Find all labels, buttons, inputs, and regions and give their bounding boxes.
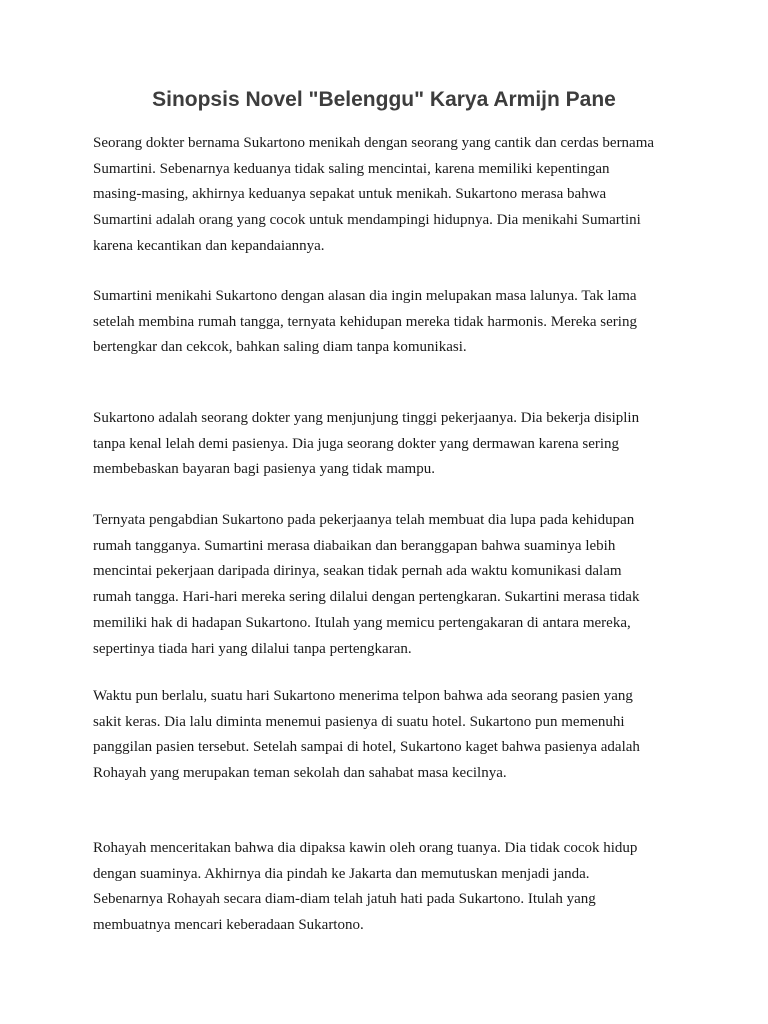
document-title: Sinopsis Novel "Belenggu" Karya Armijn Pane — [152, 88, 616, 111]
paragraph-5: Waktu pun berlalu, suatu hari Sukartono menerima telpon bahwa ada seorang pasien yang sakit keras. Dia lalu diminta menemui pasienya di suatu hotel. Sukartono pun memenuhi panggilan pasien tersebut. Setelah sampai di hotel, Sukartono kaget bahwa pasienya adalah Rohayah yang merupakan teman sekolah dan sahabat masa kecilnya. — [93, 688, 640, 782]
paragraph-3: Sukartono adalah seorang dokter yang menjunjung tinggi pekerjaanya. Dia bekerja disiplin tanpa kenal lelah demi pasienya. Dia juga seorang dokter yang dermawan karena sering membebaskan bayaran bagi pasienya yang tidak mampu. — [93, 410, 640, 478]
paragraph-2: Sumartini menikahi Sukartono dengan alasan dia ingin melupakan masa lalunya. Tak lama setelah membina rumah tangga, ternyata kehidupan mereka tidak harmonis. Mereka sering bertengkar dan cekcok, bahkan saling diam tanpa komunikasi. — [93, 288, 637, 356]
paragraph-6: Rohayah menceritakan bahwa dia dipaksa kawin oleh orang tuanya. Dia tidak cocok hidup dengan suaminya. Akhirnya dia pindah ke Jakarta dan memutuskan menjadi janda. Sebenarnya Rohayah secara diam-diam telah jatuh hati pada Sukartono. Itulah yang membuatnya mencari keberadaan Sukartono. — [93, 840, 638, 934]
paragraph-4: Ternyata pengabdian Sukartono pada pekerjaanya telah membuat dia lupa pada kehidupan rumah tangganya. Sumartini merasa diabaikan dan beranggapan bahwa suaminya lebih mencintai pekerjaan daripada dirinya, seakan tidak pernah ada waktu komunikasi dalam rumah tangga. Hari-hari mereka sering dilalui dengan pertengkaran. Sukartini merasa tidak memiliki hak di hadapan Sukartono. Itulah yang memicu pertengakaran di antara mereka, sepertinya tiada hari yang dilalui tanpa pertengkaran. — [93, 512, 640, 657]
paragraph-1: Seorang dokter bernama Sukartono menikah dengan seorang yang cantik dan cerdas bernama Sumartini. Sebenarnya keduanya tidak saling mencintai, karena memiliki kepentingan masing-masing, akhirnya keduanya sepakat untuk menikah. Sukartono merasa bahwa Sumartini adalah orang yang cocok untuk mendampingi hidupnya. Dia menikahi Sumartini karena kecantikan dan kepandaiannya. — [93, 135, 655, 254]
